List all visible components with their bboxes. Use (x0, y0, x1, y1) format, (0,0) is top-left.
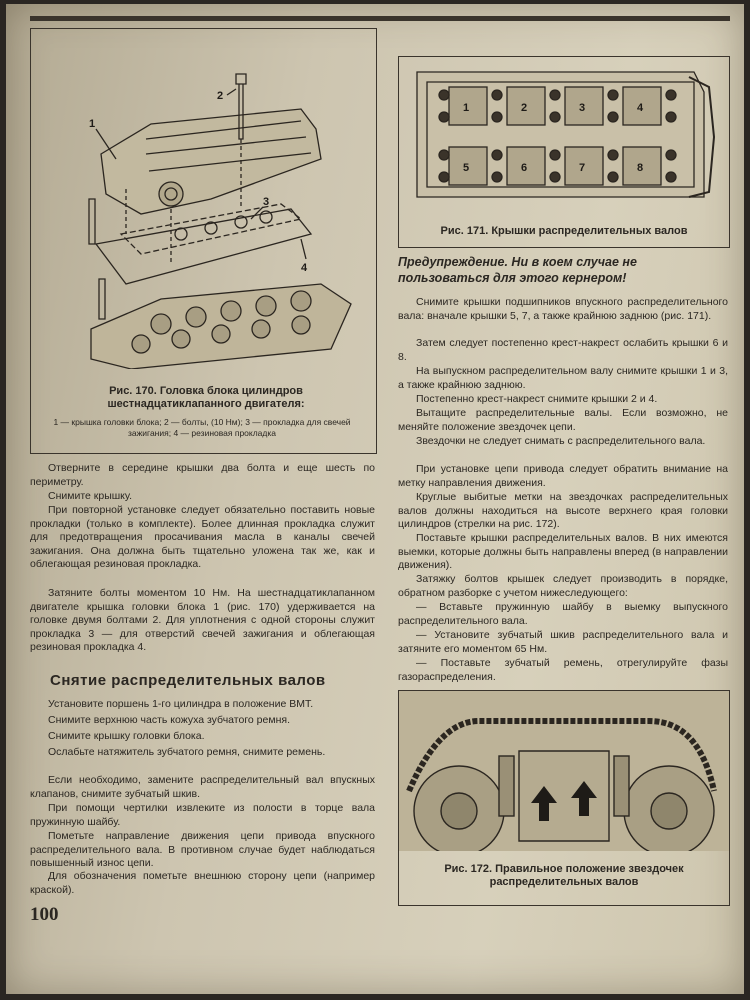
section-paragraph-6: При помощи чертилки извлеките из полости в торце вала пружинную шайбу. (30, 802, 375, 828)
camshaft-caps-drawing (399, 57, 729, 217)
cap-label-7: 7 (579, 162, 586, 174)
figure-172-caption: Рис. 172. Правильное положение звездочек распределительных валов (444, 863, 684, 888)
cap-label-3: 3 (579, 102, 586, 114)
cap-label-8: 8 (637, 162, 644, 174)
right-paragraph-8: Круглые выбитые метки на звездочках распределительных валов должны находиться на высоте верхнего края головки цилиндров (стрелки на рис. 172). (398, 491, 728, 530)
section-heading: Снятие распределительных валов (50, 672, 326, 689)
cap-label-4: 4 (637, 102, 644, 114)
top-rule (30, 16, 730, 21)
book-page (6, 4, 744, 994)
right-paragraph-4: Постепенно крест-накрест снимите крышки 2 и 4. (416, 393, 658, 405)
section-paragraph-7: Пометьте направление движения цепи привода впускного распределительного вала. В противном случае будет наблюдаться повышенный износ цепи. (30, 830, 375, 869)
figure-170 (30, 28, 377, 454)
callout-2: 2 (217, 90, 224, 102)
section-paragraph-3: Снимите крышку головки блока. (48, 730, 205, 742)
figure-171 (398, 56, 730, 248)
right-paragraph-10: Затяжку болтов крышек следует производить в порядке, обратном разборке с учетом нижеследующего: (398, 573, 728, 599)
right-paragraph-11: — Вставьте пружинную шайбу в выемку выпускного распределительного вала. (398, 601, 728, 627)
warning-text: Предупреждение. Ни в коем случае не пользоваться для этого кернером! (398, 255, 637, 285)
sprocket-position-drawing (399, 691, 729, 851)
section-paragraph-2: Снимите верхнюю часть кожуха зубчатого ремня. (48, 714, 290, 726)
right-paragraph-3: На выпускном распределительном валу снимите крышки 1 и 3, а также крайнюю заднюю. (398, 365, 728, 391)
right-paragraph-5: Вытащите распределительные валы. Если возможно, не меняйте положение звездочек цепи. (398, 407, 728, 433)
callout-3: 3 (263, 196, 270, 208)
figure-170-legend: 1 — крышка головки блока; 2 — болты, (10 Нм); 3 — прокладка для свечей зажигания; 4 — резиновая прокладка (53, 417, 351, 438)
section-paragraph-1: Установите поршень 1-го цилиндра в положение ВМТ. (48, 698, 314, 710)
cap-label-2: 2 (521, 102, 528, 114)
right-paragraph-9: Поставьте крышки распределительных валов. В них имеются выемки, которые должны быть направлены вперед (в направлении движения). (398, 532, 728, 571)
right-paragraph-13: — Поставьте зубчатый ремень, отрегулируйте фазы газораспределения. (398, 657, 728, 683)
right-paragraph-2: Затем следует постепенно крест-накрест ослабить крышки 6 и 8. (398, 337, 728, 363)
right-paragraph-7: При установке цепи привода следует обратить внимание на метку направления движения. (398, 463, 728, 489)
figure-171-caption: Рис. 171. Крышки распределительных валов (440, 225, 688, 237)
callout-4: 4 (301, 262, 308, 274)
right-paragraph-12: — Установите зубчатый шкив распределительного вала и затяните его моментом 65 Нм. (398, 629, 728, 655)
page-number: 100 (30, 904, 59, 925)
figure-170-caption: Рис. 170. Головка блока цилиндров шестнадцатиклапанного двигателя: (107, 385, 305, 410)
left-paragraph-1: Отверните в середине крышки два болта и еще шесть по периметру. (30, 462, 375, 488)
cap-label-5: 5 (463, 162, 470, 174)
section-paragraph-5: Если необходимо, замените распределительный вал впускных клапанов, снимите зубчатый шкив. (30, 774, 375, 800)
cap-label-1: 1 (463, 102, 470, 114)
left-paragraph-2: Снимите крышку. (48, 490, 133, 502)
figure-172 (398, 690, 730, 906)
left-paragraph-3: При повторной установке следует обязательно поставить новые прокладки (только в комплекте). Более длинная прокладка служит для предотвращения просачивания масла в каналы свечей зажигания. Она должна быть тщательно уложена так же, как и облегающая резиновая прокладка. (30, 504, 375, 570)
cap-label-6: 6 (521, 162, 528, 174)
section-paragraph-8: Для обозначения пометьте внешнюю сторону цепи (например краской). (30, 870, 375, 896)
left-paragraph-4: Затяните болты моментом 10 Нм. На шестнадцатиклапанном двигателе крышка головки блока 1 (рис. 170) удерживается на головке двумя болтами 2. Для уплотнения с одной стороны служит прокладка 3 — для отверстий свечей зажигания и облегающая резиновая прокладка 4. (30, 587, 375, 653)
right-paragraph-6: Звездочки не следует снимать с распределительного вала. (416, 435, 706, 447)
section-paragraph-4: Ослабьте натяжитель зубчатого ремня, снимите ремень. (48, 746, 326, 758)
callout-1: 1 (89, 118, 96, 130)
cylinder-head-exploded-drawing (31, 29, 376, 369)
right-paragraph-1: Снимите крышки подшипников впускного распределительного вала: вначале крышки 5, 7, а также крайнюю заднюю (рис. 171). (398, 296, 728, 322)
